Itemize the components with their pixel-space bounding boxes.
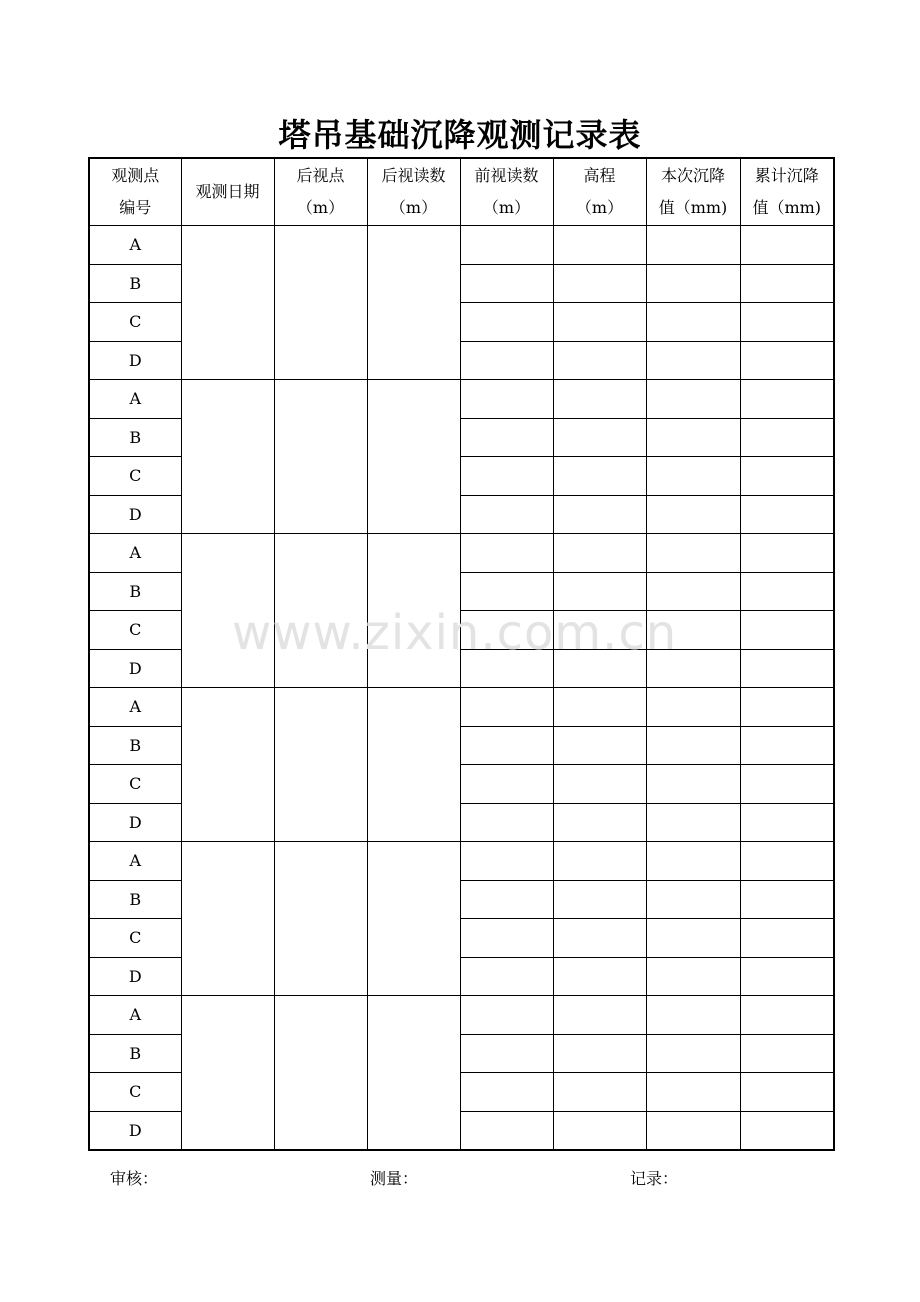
column-header <box>460 158 553 226</box>
current-settlement-cell <box>646 380 740 419</box>
elevation-cell <box>553 842 646 881</box>
point-label: C <box>89 919 181 958</box>
elevation-cell <box>553 919 646 958</box>
point-label: B <box>89 418 181 457</box>
point-label: C <box>89 303 181 342</box>
column-header-text: 值（mm) <box>752 198 822 217</box>
date-cell <box>181 226 274 380</box>
cumulative-settlement-cell <box>740 380 834 419</box>
elevation-cell <box>553 996 646 1035</box>
surveyor-label: 测量： <box>370 1169 419 1188</box>
current-settlement-cell <box>646 303 740 342</box>
elevation-cell <box>553 957 646 996</box>
foresight-reading-cell <box>460 649 553 688</box>
elevation-cell <box>553 649 646 688</box>
elevation-cell <box>553 534 646 573</box>
current-settlement-cell <box>646 842 740 881</box>
foresight-reading-cell <box>460 1034 553 1073</box>
column-header <box>181 158 274 226</box>
cumulative-settlement-cell <box>740 264 834 303</box>
cumulative-settlement-cell <box>740 1034 834 1073</box>
foresight-reading-cell <box>460 341 553 380</box>
backsight-point-cell <box>274 688 367 842</box>
table-row <box>89 842 834 881</box>
current-settlement-cell <box>646 649 740 688</box>
column-header-text: 高程 <box>583 166 616 185</box>
foresight-reading-cell <box>460 1111 553 1150</box>
cumulative-settlement-cell <box>740 996 834 1035</box>
column-header <box>274 158 367 226</box>
foresight-reading-cell <box>460 688 553 727</box>
column-header-text: 观测日期 <box>195 182 260 201</box>
cumulative-settlement-cell <box>740 226 834 265</box>
elevation-cell <box>553 418 646 457</box>
page-title: 塔吊基础沉降观测记录表 <box>278 116 642 154</box>
foresight-reading-cell <box>460 842 553 881</box>
column-header-text: 后视点 <box>296 166 345 185</box>
recorder-label: 记录： <box>630 1169 679 1188</box>
cumulative-settlement-cell <box>740 803 834 842</box>
foresight-reading-cell <box>460 572 553 611</box>
elevation-cell <box>553 1073 646 1112</box>
current-settlement-cell <box>646 765 740 804</box>
foresight-reading-cell <box>460 880 553 919</box>
cumulative-settlement-cell <box>740 1073 834 1112</box>
point-label: A <box>89 534 181 573</box>
date-cell <box>181 996 274 1151</box>
foresight-reading-cell <box>460 303 553 342</box>
elevation-cell <box>553 341 646 380</box>
point-label: B <box>89 572 181 611</box>
backsight-point-cell <box>274 842 367 996</box>
column-header <box>89 158 181 226</box>
foresight-reading-cell <box>460 919 553 958</box>
elevation-cell <box>553 226 646 265</box>
elevation-cell <box>553 457 646 496</box>
column-header <box>646 158 740 226</box>
current-settlement-cell <box>646 1034 740 1073</box>
table-row <box>89 226 834 265</box>
cumulative-settlement-cell <box>740 611 834 650</box>
signature-line <box>88 1162 833 1192</box>
point-label: B <box>89 880 181 919</box>
cumulative-settlement-cell <box>740 457 834 496</box>
cumulative-settlement-cell <box>740 303 834 342</box>
current-settlement-cell <box>646 534 740 573</box>
foresight-reading-cell <box>460 726 553 765</box>
date-cell <box>181 688 274 842</box>
foresight-reading-cell <box>460 957 553 996</box>
foresight-reading-cell <box>460 264 553 303</box>
column-header-text: 编号 <box>119 198 152 217</box>
backsight-reading-cell <box>367 380 460 534</box>
elevation-cell <box>553 726 646 765</box>
foresight-reading-cell <box>460 418 553 457</box>
current-settlement-cell <box>646 803 740 842</box>
point-label: D <box>89 495 181 534</box>
point-label: B <box>89 1034 181 1073</box>
column-header <box>367 158 460 226</box>
current-settlement-cell <box>646 495 740 534</box>
cumulative-settlement-cell <box>740 726 834 765</box>
point-label: A <box>89 688 181 727</box>
cumulative-settlement-cell <box>740 880 834 919</box>
column-header-text: 本次沉降 <box>660 166 725 185</box>
cumulative-settlement-cell <box>740 418 834 457</box>
foresight-reading-cell <box>460 765 553 804</box>
table-row <box>89 996 834 1035</box>
current-settlement-cell <box>646 919 740 958</box>
column-header-text: 前视读数 <box>474 166 539 185</box>
current-settlement-cell <box>646 957 740 996</box>
current-settlement-cell <box>646 1073 740 1112</box>
cumulative-settlement-cell <box>740 649 834 688</box>
current-settlement-cell <box>646 688 740 727</box>
foresight-reading-cell <box>460 495 553 534</box>
column-header-text: 累计沉降 <box>754 166 819 185</box>
elevation-cell <box>553 880 646 919</box>
current-settlement-cell <box>646 264 740 303</box>
column-header-text: 观测点 <box>111 166 160 185</box>
column-header-text: 值（mm) <box>658 198 728 217</box>
point-label: D <box>89 1111 181 1150</box>
settlement-record-table <box>88 157 835 1151</box>
table-row <box>89 534 834 573</box>
current-settlement-cell <box>646 418 740 457</box>
elevation-cell <box>553 495 646 534</box>
cumulative-settlement-cell <box>740 495 834 534</box>
point-label: D <box>89 957 181 996</box>
cumulative-settlement-cell <box>740 1111 834 1150</box>
table-row <box>89 380 834 419</box>
column-header <box>553 158 646 226</box>
point-label: D <box>89 649 181 688</box>
date-cell <box>181 534 274 688</box>
elevation-cell <box>553 1111 646 1150</box>
point-label: C <box>89 611 181 650</box>
table-row <box>89 688 834 727</box>
point-label: C <box>89 1073 181 1112</box>
cumulative-settlement-cell <box>740 842 834 881</box>
foresight-reading-cell <box>460 380 553 419</box>
current-settlement-cell <box>646 226 740 265</box>
backsight-reading-cell <box>367 688 460 842</box>
current-settlement-cell <box>646 880 740 919</box>
elevation-cell <box>553 611 646 650</box>
elevation-cell <box>553 380 646 419</box>
current-settlement-cell <box>646 611 740 650</box>
point-label: A <box>89 996 181 1035</box>
cumulative-settlement-cell <box>740 919 834 958</box>
foresight-reading-cell <box>460 1073 553 1112</box>
column-header-text: （m） <box>296 198 345 217</box>
current-settlement-cell <box>646 341 740 380</box>
cumulative-settlement-cell <box>740 957 834 996</box>
backsight-reading-cell <box>367 226 460 380</box>
table-header-row <box>89 158 834 226</box>
column-header-text: （m） <box>482 198 531 217</box>
cumulative-settlement-cell <box>740 572 834 611</box>
backsight-reading-cell <box>367 996 460 1151</box>
backsight-point-cell <box>274 226 367 380</box>
foresight-reading-cell <box>460 457 553 496</box>
elevation-cell <box>553 264 646 303</box>
cumulative-settlement-cell <box>740 765 834 804</box>
table-body <box>89 226 834 1151</box>
elevation-cell <box>553 303 646 342</box>
foresight-reading-cell <box>460 996 553 1035</box>
cumulative-settlement-cell <box>740 341 834 380</box>
point-label: A <box>89 380 181 419</box>
column-header-text: 后视读数 <box>381 166 446 185</box>
current-settlement-cell <box>646 457 740 496</box>
date-cell <box>181 380 274 534</box>
reviewer-label: 审核： <box>110 1169 159 1188</box>
current-settlement-cell <box>646 572 740 611</box>
date-cell <box>181 842 274 996</box>
backsight-point-cell <box>274 380 367 534</box>
elevation-cell <box>553 688 646 727</box>
point-label: D <box>89 803 181 842</box>
elevation-cell <box>553 1034 646 1073</box>
current-settlement-cell <box>646 996 740 1035</box>
foresight-reading-cell <box>460 611 553 650</box>
point-label: A <box>89 226 181 265</box>
foresight-reading-cell <box>460 803 553 842</box>
point-label: C <box>89 765 181 804</box>
current-settlement-cell <box>646 726 740 765</box>
current-settlement-cell <box>646 1111 740 1150</box>
column-header <box>740 158 834 226</box>
foresight-reading-cell <box>460 226 553 265</box>
backsight-point-cell <box>274 534 367 688</box>
point-label: B <box>89 726 181 765</box>
backsight-reading-cell <box>367 842 460 996</box>
watermark: www.zixin.com.cn <box>232 605 678 661</box>
point-label: A <box>89 842 181 881</box>
backsight-point-cell <box>274 996 367 1151</box>
elevation-cell <box>553 803 646 842</box>
point-label: B <box>89 264 181 303</box>
column-header-text: （m） <box>575 198 624 217</box>
elevation-cell <box>553 765 646 804</box>
foresight-reading-cell <box>460 534 553 573</box>
column-header-text: （m） <box>389 198 438 217</box>
point-label: D <box>89 341 181 380</box>
elevation-cell <box>553 572 646 611</box>
point-label: C <box>89 457 181 496</box>
cumulative-settlement-cell <box>740 534 834 573</box>
cumulative-settlement-cell <box>740 688 834 727</box>
backsight-reading-cell <box>367 534 460 688</box>
